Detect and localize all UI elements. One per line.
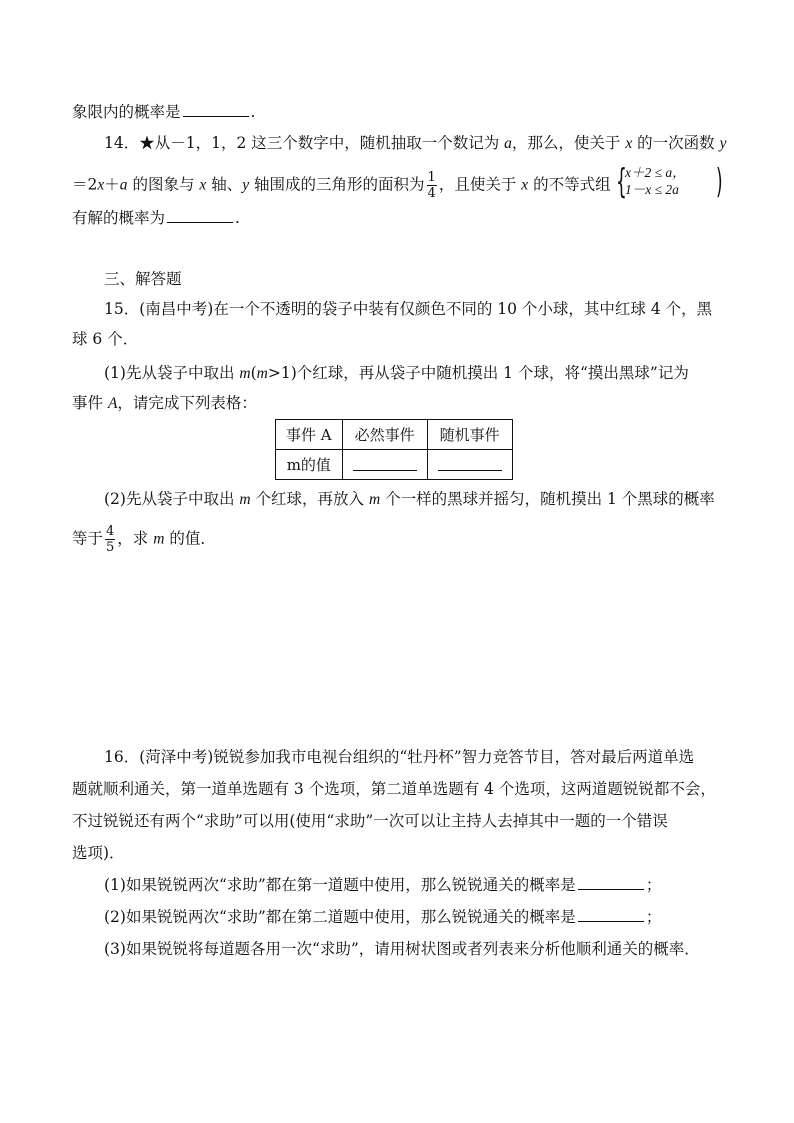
answer-cell: [342, 450, 427, 480]
q15-part1-line-2: 事件 A，请完成下列表格：: [72, 394, 257, 412]
q16-line-2: 题就顺利通关，第一道单选题有 3 个选项，第二道单选题有 4 个选项，这两道题锐锐都不会，: [72, 780, 716, 798]
q14-line-3: 有解的概率为 .: [72, 209, 240, 227]
left-brace-icon: {: [616, 162, 627, 202]
q14-line-1: 14．★从－1，1，2 这三个数字中，随机抽取一个数记为 a，那么，使关于 x 的一次函数 y: [104, 134, 727, 152]
prev-question-tail: 象限内的概率是 .: [72, 103, 256, 121]
answer-blank: [438, 454, 502, 471]
q15-line-2: 球 6 个．: [72, 330, 139, 348]
table-header-cell: 随机事件: [427, 420, 512, 450]
table-row: [276, 420, 513, 450]
answer-blank: [578, 906, 644, 922]
q16-line-3: 不过锐锐还有两个“求助”可以用(使用“求助”一次可以让主持人去掉其中一题的一个错误: [72, 812, 668, 830]
answer-cell: [427, 450, 512, 480]
table-row-label: m的值: [276, 450, 343, 480]
q16-line-4: 选项)．: [72, 844, 125, 862]
table-header-cell: 事件 A: [276, 420, 343, 450]
section-title: 三、解答题: [104, 270, 182, 288]
fraction-one-quarter: $\frac{1}{4}$: [427, 170, 436, 201]
answer-blank: [353, 454, 417, 471]
q16-line-1: 16．(菏泽中考)锐锐参加我市电视台组织的“牡丹杯”智力竞答节目，答对最后两道单选: [104, 748, 695, 766]
fraction-four-fifths: $\frac{4}{5}$: [106, 524, 115, 555]
q15-part2-line-2: 等于 $\frac{4}{5}$ ，求 m 的值．: [72, 524, 216, 555]
answer-blank: [167, 207, 233, 223]
q15-part1-line-1: (1)先从袋子中取出 m(m>1)个红球，再从袋子中随机摸出 1 个球，将“摸出黑球”记为: [104, 364, 689, 382]
q15-part2-line-1: (2)先从袋子中取出 m 个红球，再放入 m 个一样的黑球并摇匀，随机摸出 1 个黑球的概率: [104, 490, 715, 508]
q16-sub-1: (1)如果锐锐两次“求助”都在第一道题中使用，那么锐锐通关的概率是 ；: [104, 876, 662, 894]
answer-blank: [578, 874, 644, 890]
q15-line-1: 15．(南昌中考)在一个不透明的袋子中装有仅颜色不同的 10 个小球，其中红球 4 个，黑: [104, 300, 713, 318]
q14-line-2: ＝2x＋a 的图象与 x 轴、y 轴围成的三角形的面积为 $\frac{1}{4}$ ，且使关于 x 的不等式组: [72, 170, 611, 201]
inequality-system: x＋2 ≤ a， 1－x ≤ 2a: [625, 165, 686, 197]
table-header-cell: 必然事件: [342, 420, 427, 450]
answer-blank: [183, 101, 249, 117]
table-row: [276, 450, 513, 480]
q16-sub-2: (2)如果锐锐两次“求助”都在第二道题中使用，那么锐锐通关的概率是 ；: [104, 908, 662, 926]
right-brace-icon: ): [716, 162, 723, 202]
q16-sub-3: (3)如果锐锐将每道题各用一次“求助”，请用树状图或者列表来分析他顺利通关的概率．: [104, 940, 700, 958]
event-table: [275, 419, 513, 480]
